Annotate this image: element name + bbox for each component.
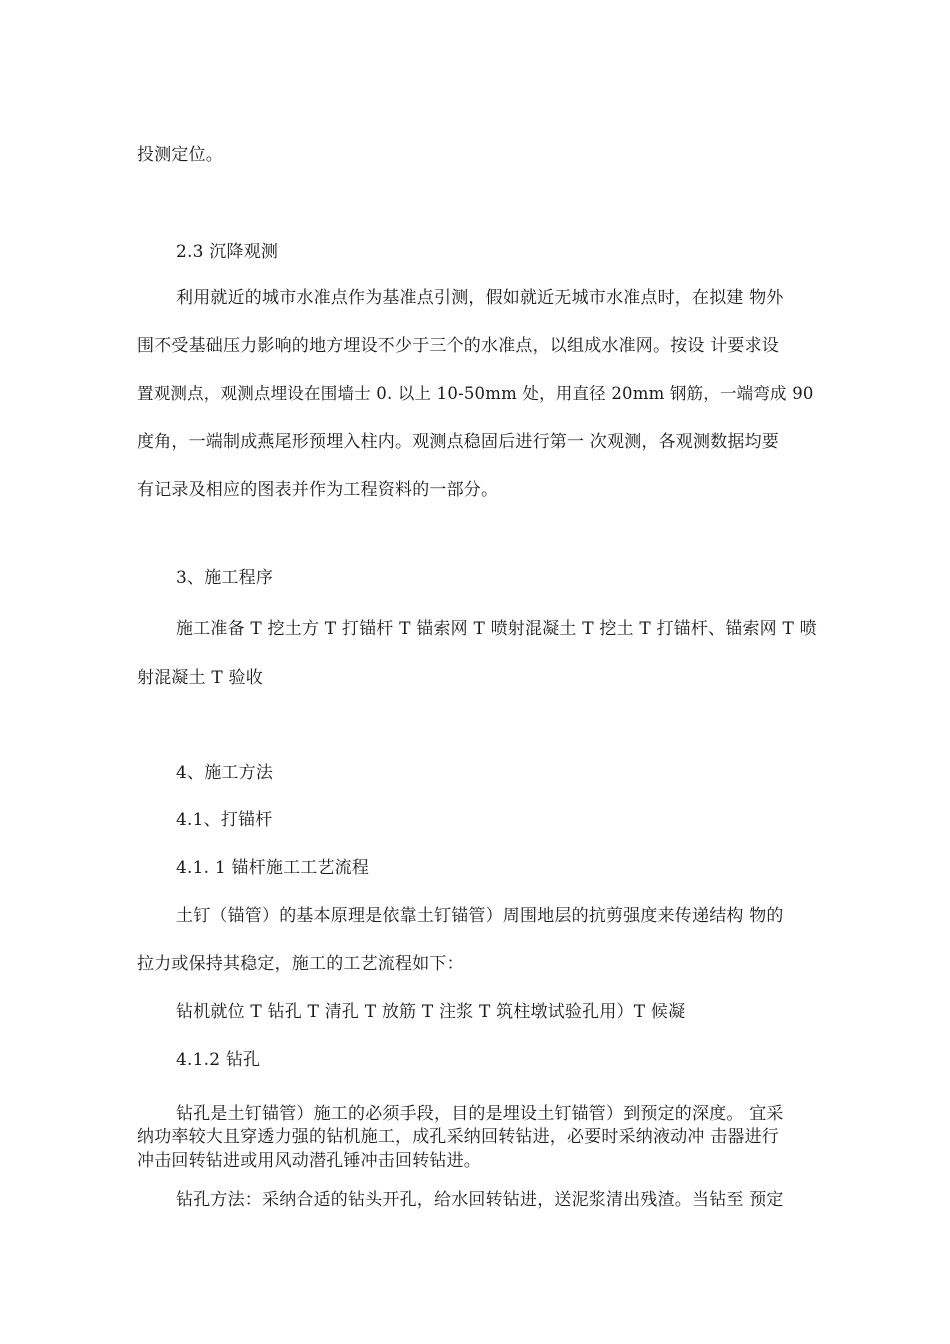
paragraph-line: 度角，一端制成燕尾形预埋入柱内。观测点稳固后进行第一 次观测，各观测数据均要: [137, 432, 780, 452]
heading-construction-procedure: 3、施工程序: [176, 568, 274, 588]
paragraph-line: 施工准备 T 挖土方 T 打锚杆 T 锚索网 T 喷射混凝土 T 挖土 T 打锚杆、锚索网 T 喷: [176, 619, 817, 639]
text-line-continuation: 投测定位。: [137, 145, 223, 165]
paragraph-line: 拉力或保持其稳定，施工的工艺流程如下：: [137, 954, 464, 974]
heading-construction-method: 4、施工方法: [176, 763, 274, 783]
heading-settlement-observation: 2.3 沉降观测: [176, 242, 279, 262]
paragraph-line: 置观测点，观测点埋设在围墙士 0. 以上 10-50mm 处，用直径 20mm 钢筋，一端弯成 90: [137, 384, 814, 403]
paragraph-line: 利用就近的城市水准点作为基准点引测，假如就近无城市水准点时，在拟建 物外: [176, 288, 784, 308]
paragraph-line: 围不受基础压力影响的地方埋设不少于三个的水准点，以组成水准网。按设 计要求设: [137, 336, 780, 356]
paragraph-line: 钻机就位 T 钻孔 T 清孔 T 放筋 T 注浆 T 筑柱墩试验孔用）T 候凝: [176, 1002, 686, 1022]
heading-anchor-rod: 4.1、打锚杆: [176, 810, 273, 830]
paragraph-line: 钻孔方法：采纳合适的钻头开孔，给水回转钻进，送泥浆清出残渣。当钻至 预定: [176, 1190, 784, 1210]
heading-anchor-process: 4.1. 1 锚杆施工工艺流程: [176, 858, 370, 878]
paragraph-line: 有记录及相应的图表并作为工程资料的一部分。: [137, 480, 499, 500]
paragraph-line: 土钉（锚管）的基本原理是依靠土钉锚管）周围地层的抗剪强度来传递结构 物的: [176, 906, 784, 926]
paragraph-line: 纳功率较大且穿透力强的钻机施工，成孔采纳回转钻进，必要时采纳液动冲 击器进行: [137, 1127, 780, 1147]
paragraph-line: 射混凝土 T 验收: [137, 668, 263, 688]
heading-drilling: 4.1.2 钻孔: [176, 1050, 261, 1070]
paragraph-line: 钻孔是土钉锚管）施工的必须手段，目的是埋设土钉锚管）到预定的深度。 宜采: [176, 1104, 784, 1124]
paragraph-line: 冲击回转钻进或用风动潜孔锤冲击回转钻进。: [137, 1151, 481, 1171]
